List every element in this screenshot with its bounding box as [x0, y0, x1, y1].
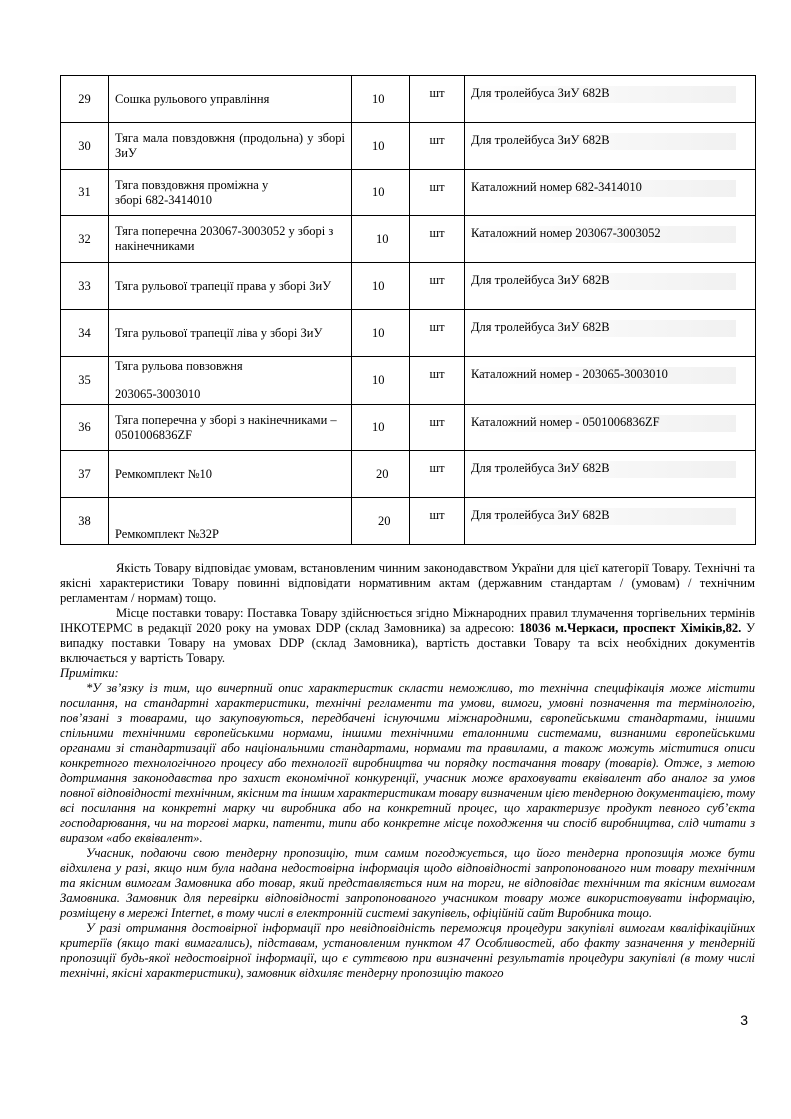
row-number: 35 — [61, 357, 109, 405]
item-quantity: 10 — [352, 216, 410, 263]
item-unit: шт — [410, 310, 465, 357]
table-row — [61, 123, 756, 170]
row-number: 31 — [61, 170, 109, 216]
item-name: Тяга поперечна 203067-3003052 у зборі з накінечниками — [109, 216, 352, 263]
row-number: 30 — [61, 123, 109, 170]
item-quantity: 10 — [352, 123, 410, 170]
item-quantity: 20 — [352, 451, 410, 498]
row-number: 36 — [61, 405, 109, 451]
row-number: 29 — [61, 76, 109, 123]
item-quantity: 10 — [352, 357, 410, 405]
note-paragraph-2: Учасник, подаючи свою тендерну пропозицію, тим самим погоджується, що його тендерна пропозиція може бути відхилена у разі, якщо ним була надана недостовірна інформація щодо відповідності запропонованого ним товару технічним та якісним вимогам Замовника або товар, який представляється ним на торги, не відповідає технічним та якісним вимогам Замовника. Замовник для перевірки відповідності запропонованого учасником товару може використовувати інформацію, розміщену в мережі Internet, в тому числі в електронній системі закупівель, офіційній сайт Виробника тощо. — [60, 846, 755, 920]
table-row — [61, 405, 756, 451]
item-unit: шт — [410, 451, 465, 498]
item-note: Каталожний номер 682-3414010 — [465, 170, 756, 216]
document-body-text — [60, 561, 755, 981]
item-name: Тяга рульової трапеції права у зборі ЗиУ — [109, 263, 352, 310]
item-note: Для тролейбуса ЗиУ 682В — [465, 76, 756, 123]
item-quantity: 20 — [352, 498, 410, 545]
table-row — [61, 170, 756, 216]
delivery-place-paragraph: Місце поставки товару: Поставка Товару здійснюється згідно Міжнародних правил тлумачення торгівельних термінів ІНКОТЕРМС в редакції 2020 року на умовах DDP (склад Замовника) за адресою: 18036 м.Черкаси, проспект Хіміків,82. У випадку поставки Товару на умовах DDP (склад Замовника), вартість доставки Товару та всіх необхідних документів включається у вартість Товару. — [60, 606, 755, 665]
item-quantity: 10 — [352, 76, 410, 123]
table-row — [61, 357, 756, 405]
item-note: Каталожний номер - 203065-3003010 — [465, 357, 756, 405]
item-name: Тяга рульової трапеції ліва у зборі ЗиУ — [109, 310, 352, 357]
item-unit: шт — [410, 76, 465, 123]
item-quantity: 10 — [352, 310, 410, 357]
item-quantity: 10 — [352, 170, 410, 216]
item-unit: шт — [410, 405, 465, 451]
table-row — [61, 498, 756, 545]
note-paragraph-3: У разі отримання достовірної інформації про невідповідність переможця процедури закупівлі вимогам кваліфікаційних критеріїв (якщо такі вимагались), підставам, установленим пунктом 47 Особливостей, або факту зазначення у тендерній пропозиції будь-якої недостовірної інформації, що є суттєвою при визначенні результатів процедури закупівлі (в тому числі технічні, якісні характеристики), замовник відхиляє тендерну пропозицію такого — [60, 921, 755, 980]
item-unit: шт — [410, 357, 465, 405]
item-unit: шт — [410, 216, 465, 263]
item-name: Тяга рульова повзовжня 203065-3003010 — [109, 357, 352, 405]
page-number: 3 — [740, 1012, 748, 1028]
quality-paragraph: Якість Товару відповідає умовам, встановленим чинним законодавством України для цієї категорії Товару. Технічні та якісні характеристики Товару повинні відповідати нормативним актам (державним стандартам / (умовам) / технічним регламентам / нормам) тощо. — [60, 561, 755, 605]
item-unit: шт — [410, 263, 465, 310]
table-row — [61, 76, 756, 123]
item-note: Каталожний номер - 0501006836ZF — [465, 405, 756, 451]
item-note: Для тролейбуса ЗиУ 682В — [465, 498, 756, 545]
table-row — [61, 310, 756, 357]
item-name: Сошка рульового управління — [109, 76, 352, 123]
item-name: Тяга повздовжня проміжна у зборі 682-3414010 — [109, 170, 352, 216]
item-unit: шт — [410, 498, 465, 545]
row-number: 37 — [61, 451, 109, 498]
item-note: Для тролейбуса ЗиУ 682В — [465, 123, 756, 170]
row-number: 32 — [61, 216, 109, 263]
delivery-address: 18036 м.Черкаси, проспект Хіміків,82. — [519, 621, 742, 635]
table-row — [61, 451, 756, 498]
note-paragraph-1: *У зв’язку із тим, що вичерпний опис характеристик скласти неможливо, то технічна специфікація може містити посилання, на стандартні характеристики, технічні регламенти та умови, вимоги, умовні позначення та термінологію, пов’язані з товарами, що закуповуються, передбачені існуючими міжнародними, європейськими стандартами, іншими спільними технічними європейськими нормами, іншими технічними еталонними системами, визнаними європейськими органами зі стандартизації або національними стандартами, нормами та правилами, а також можуть міститися описи конкретного технологічного процесу або технології виробництва чи порядку постачання товару (товарів). Отже, з метою дотримання законодавства про захист економічної конкуренції, учасник може враховувати еквівалент або аналог за умов повної відповідності технічним, якісним та іншим характеристикам товару визначеним цією тендерною документацією, тому всі посилання на конкретні марку чи виробника або на конкретний процес, що характеризує продукт певного суб’єкта господарювання, чи на торгові марки, патенти, типи або конкретне місце походження чи спосіб виробництва, слід читати з виразом «або еквівалент». — [60, 681, 755, 845]
item-quantity: 10 — [352, 263, 410, 310]
table-row — [61, 216, 756, 263]
item-note: Каталожний номер 203067-3003052 — [465, 216, 756, 263]
item-unit: шт — [410, 170, 465, 216]
item-unit: шт — [410, 123, 465, 170]
item-name: Ремкомплект №32Р — [109, 498, 352, 545]
item-note: Для тролейбуса ЗиУ 682В — [465, 310, 756, 357]
row-number: 34 — [61, 310, 109, 357]
table-row — [61, 263, 756, 310]
specification-table — [60, 75, 756, 545]
item-note: Для тролейбуса ЗиУ 682В — [465, 451, 756, 498]
item-note: Для тролейбуса ЗиУ 682В — [465, 263, 756, 310]
notes-heading: Примітки: — [60, 666, 119, 680]
row-number: 38 — [61, 498, 109, 545]
row-number: 33 — [61, 263, 109, 310]
item-name: Тяга мала повздовжня (продольна) у зборі ЗиУ — [109, 123, 352, 170]
item-name: Тяга поперечна у зборі з накінечниками – 0501006836ZF — [109, 405, 352, 451]
item-quantity: 10 — [352, 405, 410, 451]
item-name: Ремкомплект №10 — [109, 451, 352, 498]
